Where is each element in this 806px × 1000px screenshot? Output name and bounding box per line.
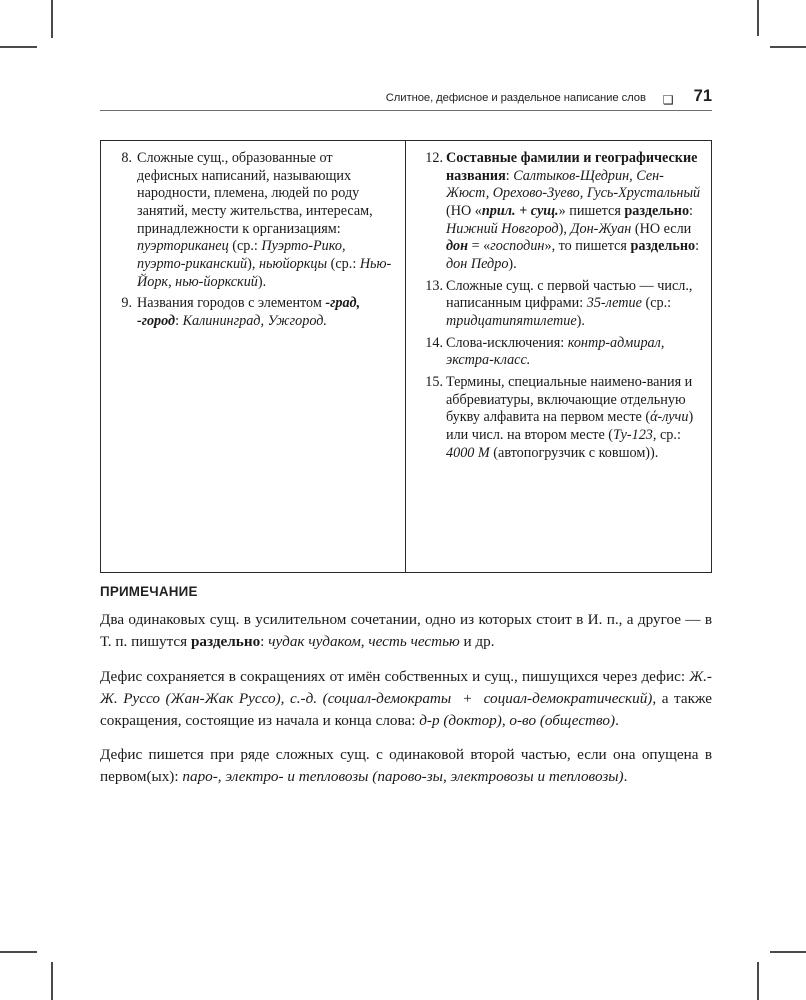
rule-list-right: [418, 150, 705, 462]
rule-number: 13.: [425, 277, 443, 294]
note-paragraph: Два одинаковых сущ. в усилительном сочетании, одно из которых стоит в И. п., а другое — в Т. п. пишутся раздельно: чудак чудаком, честь честью и др.: [100, 611, 712, 650]
rule-number: 12.: [425, 150, 443, 166]
crop-mark-bottom-right-vertical: [757, 962, 759, 1000]
note-paragraph: Дефис сохраняется в сокращениях от имён собственных и сущ., пишущихся через дефис: Ж.-Ж. Руссо (Жан-Жак Руссо), с.-д. (социал-демократы + социал-демократический), а также сокращения, состоящие из начала и конца слова: д-р (доктор), о-во (общество).: [100, 667, 712, 729]
running-head: [100, 88, 712, 111]
list-item: [418, 150, 705, 274]
rules-table-right-column: [406, 141, 711, 572]
note-paragraph: Дефис пишется при ряде сложных сущ. с одинаковой второй частью, если она опущена в первом(ых): паро-, электро- и тепловозы (парово-зы, электровозы и тепловозы).: [100, 746, 712, 786]
crop-mark-top-right-horizontal: [770, 46, 806, 48]
rule-text: Составные фамилии и географические названия: Салтыков-Щедрин, Сен-Жюст, Орехово-Зуево, Гусь-Хрустальный (НО «прил. + сущ.» пишется раздельно: Нижний Новгород), Дон-Жуан (НО если дон = «господин», то пишется раздельно: дон Педро).: [446, 150, 701, 273]
page-number: 71: [693, 87, 712, 105]
list-item: [112, 295, 395, 330]
square-bullet-icon: ❑: [662, 92, 674, 107]
rule-text: Сложные сущ., образованные от дефисных написаний, называющих народности, племена, людей по роду занятий, месту жительства, интересам, принадлежности к организациям: пуэрториканец (ср.: Пуэрто-Рико, пуэрто-риканский), ньюйоркцы (ср.: Нью-Йорк, нью-йоркский).: [137, 150, 392, 290]
list-item: [418, 374, 705, 462]
rule-list-left: [112, 150, 395, 331]
crop-mark-bottom-right-horizontal: [770, 951, 806, 953]
rule-number: 9.: [121, 295, 132, 312]
rule-number: 8.: [121, 150, 132, 166]
rule-number: 14.: [425, 334, 443, 351]
crop-mark-top-left-horizontal: [0, 46, 37, 48]
crop-mark-bottom-left-vertical: [51, 962, 53, 1000]
note-heading: ПРИМЕЧАНИЕ: [100, 584, 198, 599]
rule-number: 15.: [425, 374, 443, 391]
running-head-title: Слитное, дефисное и раздельное написание слов: [385, 92, 646, 105]
rule-text: Названия городов с элементом -град, -город: Калининград, Ужгород.: [137, 295, 361, 330]
note-section: [100, 584, 712, 788]
list-item: [418, 335, 705, 370]
crop-mark-top-left-vertical: [51, 0, 53, 38]
crop-mark-top-right-vertical: [757, 0, 759, 36]
rules-table: [100, 140, 712, 573]
crop-mark-bottom-left-horizontal: [0, 951, 37, 953]
rule-text: Термины, специальные наимено-вания и аббревиатуры, включающие отдельную букву алфавита на первом месте (ά-лучи) или числ. на втором месте (Ту-123, ср.: 4000 М (автопогрузчик с ковшом)).: [446, 374, 694, 461]
list-item: [418, 278, 705, 331]
rule-text: Сложные сущ. с первой частью — числ., написанным цифрами: 35-летие (ср.: тридцатипятилетие).: [446, 277, 693, 330]
rule-text: Слова-исключения: контр-адмирал, экстра-класс.: [446, 334, 665, 369]
list-item: [112, 150, 395, 291]
rules-table-left-column: [101, 141, 406, 572]
